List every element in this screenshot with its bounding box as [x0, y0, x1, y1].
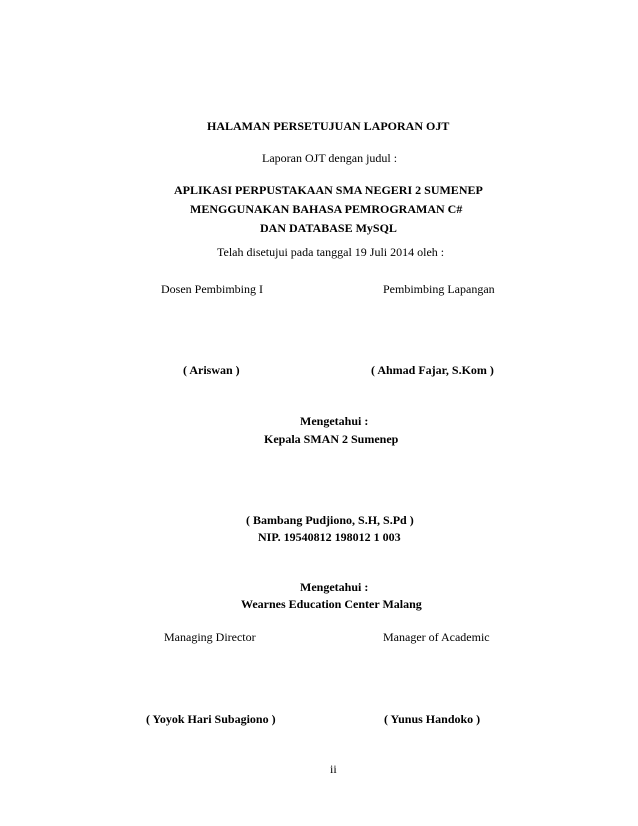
academic-manager-name: ( Yunus Handoko ) [384, 712, 481, 726]
academic-manager-role: Manager of Academic [383, 630, 490, 644]
page-number: ii [330, 762, 337, 776]
managing-director-role: Managing Director [164, 630, 256, 644]
project-title-line-1: APLIKASI PERPUSTAKAAN SMA NEGERI 2 SUMENEP [174, 183, 483, 197]
page-title: HALAMAN PERSETUJUAN LAPORAN OJT [207, 119, 450, 133]
school-acknowledgement-heading: Mengetahui : [300, 414, 369, 428]
school-principal-position: Kepala SMAN 2 Sumenep [264, 432, 399, 446]
supervisor-right-role: Pembimbing Lapangan [383, 282, 495, 296]
managing-director-name: ( Yoyok Hari Subagiono ) [146, 712, 276, 726]
school-principal-nip: NIP. 19540812 198012 1 003 [258, 530, 401, 544]
project-title-line-2: MENGGUNAKAN BAHASA PEMROGRAMAN C# [190, 202, 463, 216]
supervisor-left-name: ( Ariswan ) [183, 363, 240, 377]
supervisor-right-name: ( Ahmad Fajar, S.Kom ) [371, 363, 494, 377]
report-subtitle: Laporan OJT dengan judul : [262, 151, 398, 165]
approval-statement: Telah disetujui pada tanggal 19 Juli 2014 oleh : [217, 245, 445, 259]
institution-name: Wearnes Education Center Malang [241, 597, 422, 611]
supervisor-left-role: Dosen Pembimbing I [161, 282, 263, 296]
institution-acknowledgement-heading: Mengetahui : [300, 580, 369, 594]
project-title-line-3: DAN DATABASE MySQL [260, 221, 397, 235]
school-principal-name: ( Bambang Pudjiono, S.H, S.Pd ) [246, 513, 414, 527]
